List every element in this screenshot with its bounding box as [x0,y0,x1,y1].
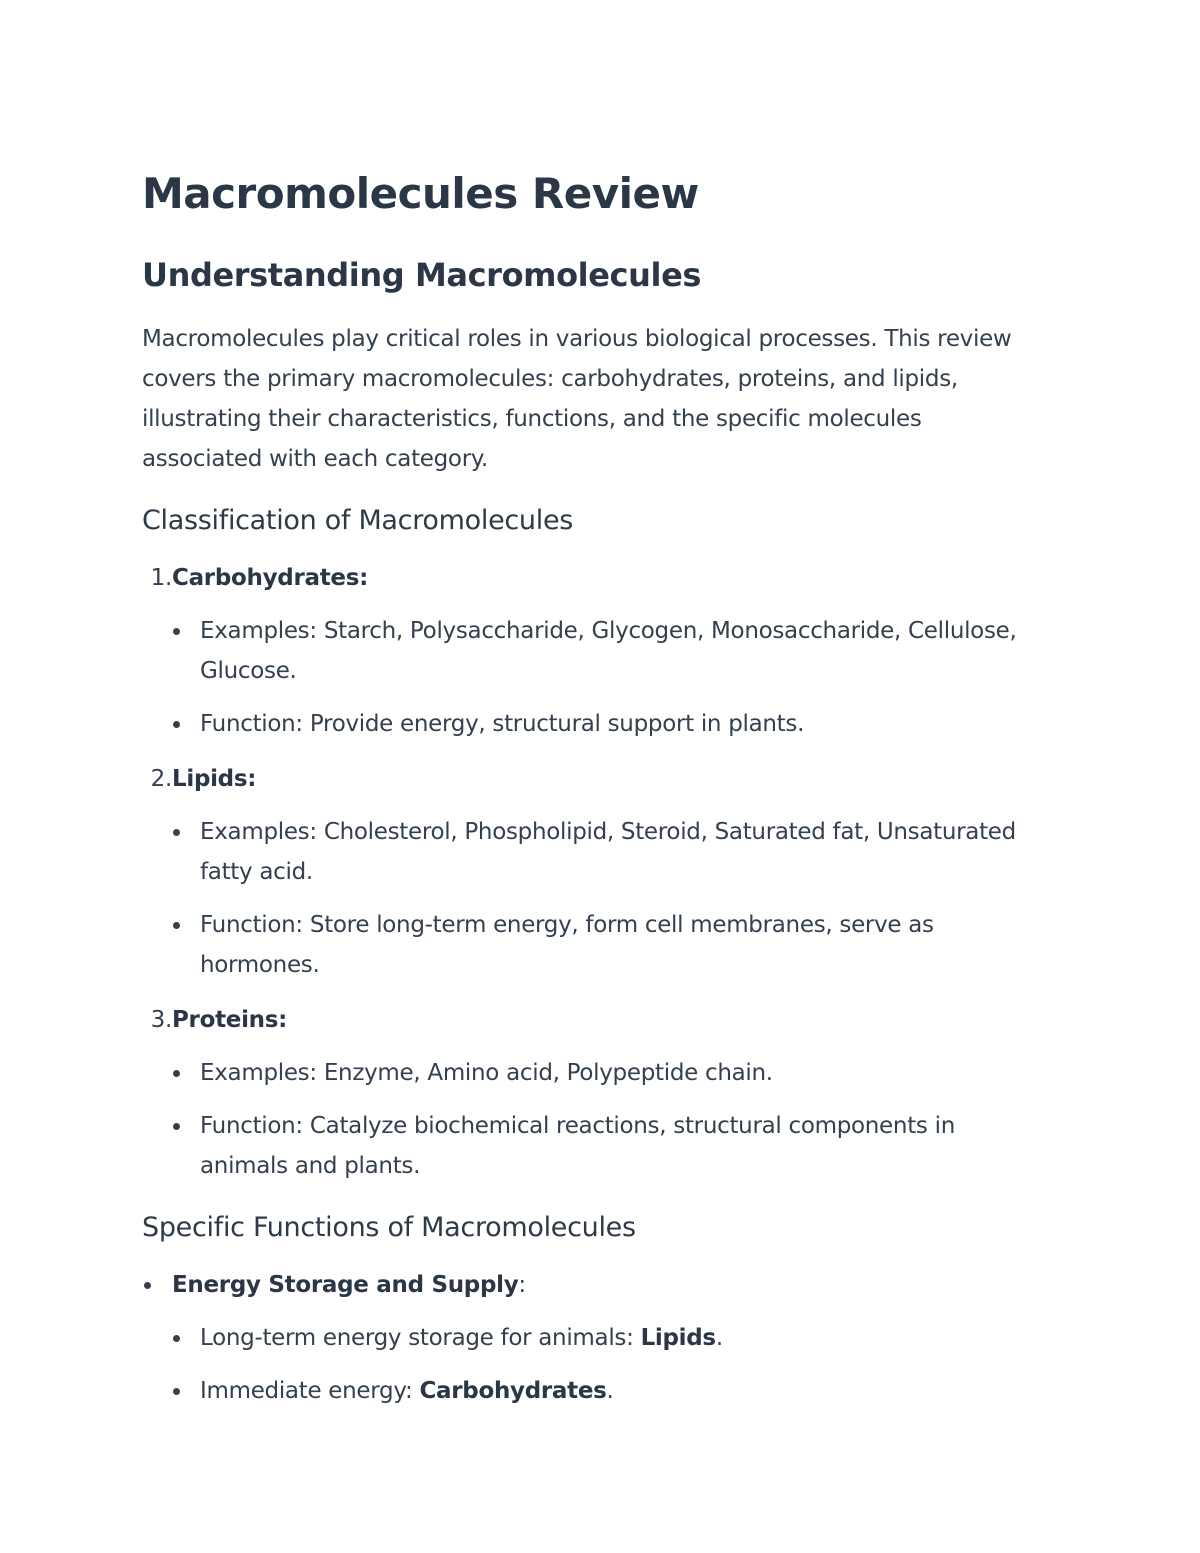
classification-item-head [142,759,1042,799]
label-suffix: : [247,766,257,792]
classification-label-wrap [172,759,256,799]
bullet-icon [172,611,200,691]
bullet-icon [172,905,200,985]
function-group-energy [142,1265,1042,1411]
list-item [172,1053,1042,1093]
list-number: 1. [150,565,172,591]
classification-label: Lipids [172,766,248,792]
detail-emphasis: Lipids [640,1325,716,1351]
detail-emphasis: Carbohydrates [419,1378,607,1404]
list-item [172,812,1042,892]
list-item [172,1318,1042,1358]
classification-details [172,812,1042,985]
classification-item-head [142,1000,1042,1040]
classification-details [172,1053,1042,1186]
classification-item-carbohydrates [142,558,1042,744]
document-title: Macromolecules Review [142,169,699,218]
examples-text: Examples: Starch, Polysaccharide, Glycogen, Monosaccharide, Cellulose, Glucose. [200,618,1017,684]
function-group-label-wrap [172,1265,526,1305]
list-item [172,611,1042,691]
list-item [172,905,1042,985]
examples-text: Examples: Cholesterol, Phospholipid, Steroid, Saturated fat, Unsaturated fatty acid. [200,819,1016,885]
function-detail [200,1318,1042,1358]
intro-paragraph: Macromolecules play critical roles in various biological processes. This review covers the primary macromolecules: carbohydrates, proteins, and lipids, illustrating their characteristics, functions, and the specific molecules associated with each category. [142,326,1012,472]
bullet-icon [172,704,200,744]
label-suffix: : [518,1272,526,1298]
classification-item-head [142,558,1042,598]
list-number: 3. [150,1007,172,1033]
subheading-specific-functions: Specific Functions of Macromolecules [142,1212,636,1243]
function-group-details [172,1318,1042,1411]
function-text: Function: Store long-term energy, form cell membranes, serve as hormones. [200,912,934,978]
bullet-icon [172,1371,200,1411]
functions-list [142,1265,1042,1411]
bullet-icon [142,1265,172,1305]
section-heading-understanding: Understanding Macromolecules [142,256,702,294]
detail-end: . [715,1325,723,1351]
classification-list [142,558,1042,1186]
detail-end: . [606,1378,614,1404]
list-item [172,1371,1042,1411]
bullet-icon [172,1106,200,1186]
list-item [172,704,1042,744]
label-suffix: : [278,1007,288,1033]
function-text: Function: Provide energy, structural support in plants. [200,711,805,737]
classification-label: Carbohydrates [172,565,360,591]
function-text: Function: Catalyze biochemical reactions, structural components in animals and plants. [200,1113,955,1179]
function-group-head [142,1265,1042,1305]
list-item [172,1106,1042,1186]
function-group-label: Energy Storage and Supply [172,1272,519,1298]
classification-label: Proteins [172,1007,279,1033]
list-number: 2. [150,766,172,792]
classification-item-lipids [142,759,1042,985]
label-suffix: : [359,565,368,591]
bullet-icon [172,812,200,892]
document-page [142,160,1042,1411]
bullet-icon [172,1318,200,1358]
detail-text: Immediate energy: [200,1378,420,1404]
detail-text: Long-term energy storage for animals: [200,1325,641,1351]
classification-details [172,611,1042,744]
classification-item-proteins [142,1000,1042,1186]
subheading-classification: Classification of Macromolecules [142,505,574,536]
classification-label-wrap [172,1000,287,1040]
function-detail [200,1371,1042,1411]
examples-text: Examples: Enzyme, Amino acid, Polypeptide chain. [200,1060,773,1086]
bullet-icon [172,1053,200,1093]
classification-label-wrap [172,558,368,598]
